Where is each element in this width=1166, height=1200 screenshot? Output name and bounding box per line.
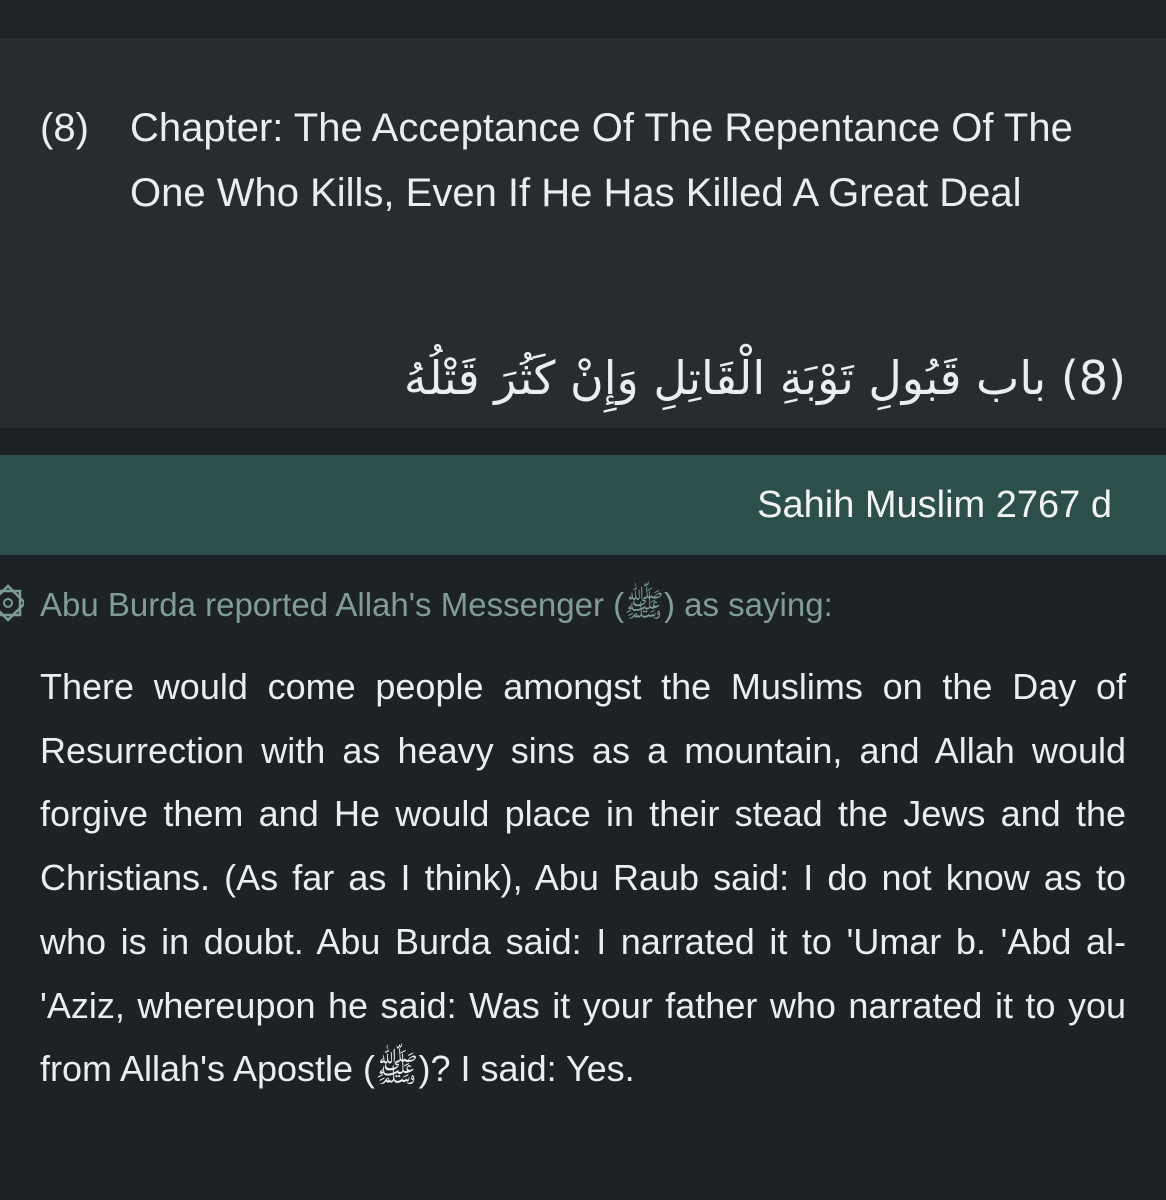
hadith-text-after: )? I said: Yes. [418, 1048, 635, 1090]
narrator-text-before: Abu Burda reported Allah's Messenger ( [40, 586, 625, 623]
chapter-title: Chapter: The Acceptance Of The Repentance Of The One Who Kills, Even If He Has Killed A Great Deal [130, 106, 1073, 215]
honorific-glyph: ﷺ [624, 586, 664, 623]
hadith-reference-bar [0, 455, 1166, 555]
hadith-narrator [40, 583, 833, 627]
islamic-star-ornament-icon [0, 583, 24, 623]
chapter-arabic [404, 338, 1126, 418]
section-divider [0, 428, 1166, 455]
hadith-text-before: There would come people amongst the Muslims on the Day of Resurrection with as heavy sins as a mountain, and Allah would forgive them and He would place in their stead the Jews and the Christians. (As far as I think), Abu Raub said: I do not know as to who is in doubt. Abu Burda said: I narrated it to 'Umar b. 'Abd al-'Aziz, whereupon he said: Was it your father who narrated it to you from Allah's Apostle ( [40, 666, 1126, 1090]
hadith-text [40, 655, 1126, 1101]
chapter-english [40, 96, 1140, 226]
honorific-glyph: ﷺ [375, 1048, 419, 1090]
hadith-content [0, 555, 1166, 1200]
chapter-number: (8) [40, 106, 89, 150]
chapter-header [0, 38, 1166, 428]
chapter-arabic-number: (8) [1060, 351, 1126, 405]
chapter-arabic-title: باب قَبُولِ تَوْبَةِ الْقَاتِلِ وَإِنْ كَثُرَ قَتْلُهُ [403, 351, 1047, 405]
hadith-reference[interactable]: Sahih Muslim 2767 d [757, 484, 1112, 526]
top-strip [0, 0, 1166, 38]
narrator-text-after: ) as saying: [664, 586, 833, 623]
